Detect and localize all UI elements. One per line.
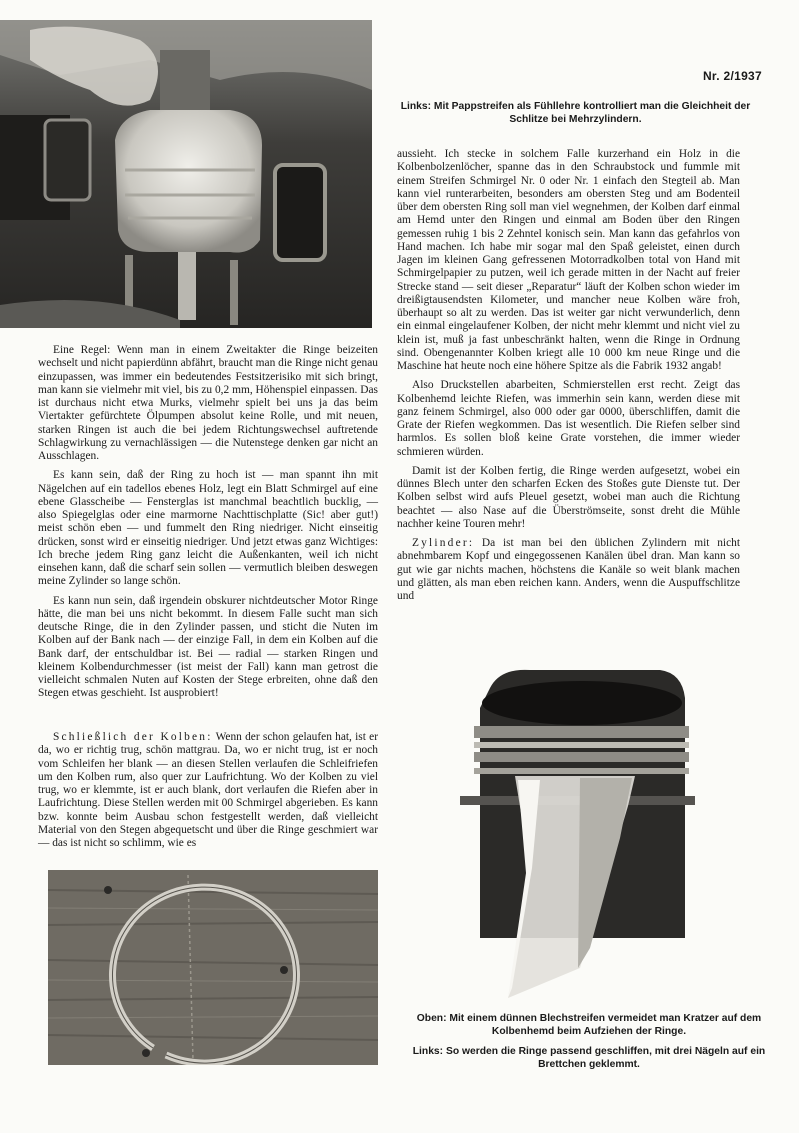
piston-with-sheet-strip-photo (460, 668, 695, 1006)
top-photo-caption: Links: Mit Pappstreifen als Fühllehre kontrolliert man die Gleichheit der Schlitze bei Mehrzylindern. (400, 101, 751, 125)
paragraph-zylinder (397, 537, 740, 603)
paragraph: Eine Regel: Wenn man in einem Zweitakter die Ringe beizeiten wechselt und nicht papierdünn abfährt, braucht man die Ringe nicht genau einzupassen, was immer ein bedeutendes Festsitzerisiko mit sich bringt, man kann sie vielmehr mit viel, bis zu 0,2 mm, Höhenspiel einpassen. Das ist durchaus nicht etwa Murks, vielmehr spielt bei uns ja das beim Viertakter gefürchtete Ölpumpen absolut keine Rolle, und mit neuen, starken Ringen ist auch die bei jedem Richtungswechsel auftretende Schlagwirkung zu vernachlässigen — die Nutenstege denken gar nicht an Ausschlagen. (38, 344, 378, 462)
paragraph: Es kann nun sein, daß irgendein obskurer nichtdeutscher Motor Ringe hätte, die man bei uns nicht bekommt. In diesem Falle sucht man sich deutsche Ringe, die in den Zylinder passen, und sticht die Nuten im Kolben auf der Bank nach — der einzige Fall, in dem ein Kolben auf die Bank darf, der entschuldbar ist. Bei — radial — starken Ringen und kleinem Kolbendurchmesser (ist meist der Fall) kann man getrost die vielleicht schmalen Nuten auf Kosten der Stege erbreiten, ohne daß den Stegen etwas geschieht. Ist ausprobiert! (38, 594, 378, 700)
article-column-left-kolben (38, 731, 378, 850)
bottom-photo-captions (404, 1013, 774, 1071)
paragraph-kolben (38, 731, 378, 850)
paragraph: Es kann sein, daß der Ring zu hoch ist — man spannt ihn mit Nägelchen auf ein tadellos ebenes Holz, legt ein Blatt Schmirgel auf eine ebene Glasscheibe — Fensterglas ist manchmal beachtlich bucklig, — also Spiegelglas oder eine marmorne Nachttischplatte (Sic! aber gut!) meist schön eben — und fummelt den Ring niedriger. Nicht einseitig drücken, sonst wird er einseitig niedriger. Und jetzt etwas ganz Wichtiges: Ich breche jedem Ring ganz leicht die Außenkanten, weil ich nicht einsehen kann, daß die scharf sein sollen — vermutlich bleiben deswegen meine Zylinder so lange schön. (38, 469, 378, 588)
caption-oben: Oben: Mit einem dünnen Blechstreifen vermeidet man Kratzer auf dem Kolbenhemd beim Aufziehen der Ringe. (416, 1013, 762, 1037)
paragraph: aussieht. Ich stecke in solchem Falle kurzerhand ein Holz in die Kolbenbolzenlöcher, spanne das in den Schraubstock und fummle mit einem Streifen Schmirgel Nr. 0 oder Nr. 1 einfach den Stegteil ab. Man kann viel runterarbeiten, besonders am obersten Steg und am Bodenteil über dem obersten Ring soll man viel wegnehmen, der Kolben darf einmal am Hemd unter den Ringen und einmal am Boden über den Ringen gemessen ruhig 1 bis 2 Zehntel konisch sein. Man kann das gefahrlos von Hand machen. Ich habe mir sogar mal den Spaß geleistet, einen durch Jagen im kleinen Gang gefressenen Motorradkolben total von Hand mit Schmirgelpapier zu putzen, weil ich gerade mitten in der Nacht auf freier Strecke stand — seit dieser „Reparatur“ läuft der Kolben schon wieder im dreißigtausendsten Kilometer, und mancher neue Kolben wäre froh, überhaupt so alt zu werden. Das ist weiter gar nicht verwunderlich, denn ein einmal eingelaufener Kolben, der nicht mehr klemmt und nicht viel zu klein ist, muß ja fast unbeschränkt halten, wenn die Ringe in Ordnung sind. Obengenannter Kolben kriegt alle 10 000 km neue Ringe und die Maschine hat heute noch eine höhere Spitze als die Fabrik 1932 angab! (397, 148, 740, 372)
paragraph-zylinder-text: Da ist man bei den üblichen Zylindern mit nicht abnehmbarem Kopf und eingegossenen Kanälen übel dran. Man kann so gut wie gar nichts machen, höchstens die Kanäle so weit blank machen und glätten, als man eben reichen kann. Anders, wenn die Auspuffschlitze und (397, 537, 740, 602)
article-column-right (397, 148, 740, 609)
paragraph: Also Druckstellen abarbeiten, Schmierstellen erst recht. Zeigt das Kolbenhemd leichte Riefen, was immerhin sein kann, werden diese mit ganz feinem Schmirgel, also 000 oder gar 0000, überschliffen, damit die Grate der Riefen wegkommen. Das ist wesentlich. Die Riefen selber sind harmlos. Es sollen bloß keine Grate vorstehen, die immer wieder schmieren würden. (397, 379, 740, 458)
paragraph-kolben-text: Wenn der schon gelaufen hat, ist er da, wo er richtig trug, schön mattgrau. Da, wo er nicht trug, ist er noch vom Schleifen her blank — an diesen Stellen verlaufen die Schleifriefen um den Kolben rum, also quer zur Laufrichtung. Wo der Kolben zu viel trug, wo er klemmte, ist er auch blank, dort verlaufen die Riefen aber in Laufrichtung. Diese Stellen werden mit 00 Schmirgel abgerieben. Es kann bzw. konnte beim Ausbau schon festgestellt werden, daß vielleicht Material von den Stegen abgequetscht und über die Ringe geschmiert war — das ist nicht so schlimm, wie es (38, 731, 378, 849)
paragraph: Damit ist der Kolben fertig, die Ringe werden aufgesetzt, wobei ein dünnes Blech unter den scharfen Ecken des Stoßes gute Dienste tut. Der Kolben selbst wird aufs Pleuel gesetzt, wobei man auch die Richtung beachtet — also Nase auf die Überströmseite, sonst dreht die Mühle nachher keine Touren mehr! (397, 464, 740, 530)
piston-ring-on-board-photo (48, 870, 378, 1065)
article-column-left (38, 344, 378, 707)
engine-cylinder-photo (0, 20, 372, 328)
section-lead-kolben: Schließlich der Kolben: (53, 731, 213, 743)
caption-links: Links: So werden die Ringe passend geschliffen, mit drei Nägeln auf ein Brettchen geklemmt. (412, 1046, 766, 1070)
issue-number: Nr. 2/1937 (702, 69, 762, 83)
section-lead-zylinder: Zylinder: (412, 537, 475, 549)
